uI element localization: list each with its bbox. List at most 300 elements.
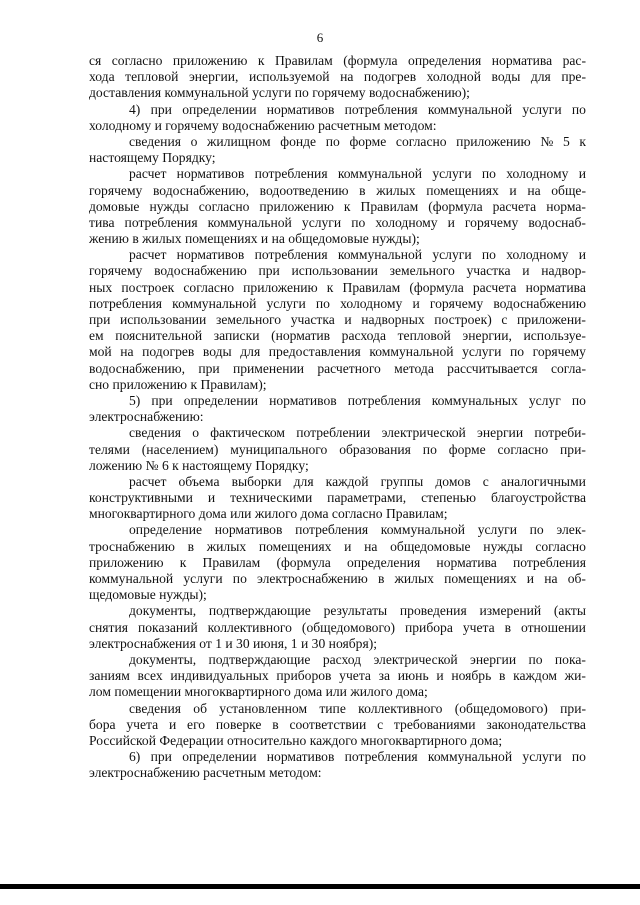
word: (формула (428, 198, 483, 214)
word: энергии, (462, 328, 512, 344)
word: подогрев (363, 69, 417, 85)
word: расчет (129, 247, 167, 263)
word: при (151, 392, 173, 408)
word: определении (182, 749, 257, 765)
word: (населением) (141, 441, 219, 457)
word: тепловой (397, 328, 451, 344)
text-line: многоквартирного дома или жилого дома согласно Правилам; (89, 506, 448, 522)
text-line: жению в жилых помещениях и на общедомовые нужды); (89, 231, 420, 247)
word: коммунальной (427, 749, 513, 765)
word: норма- (546, 198, 586, 214)
word: и (447, 214, 455, 230)
word: с (501, 312, 508, 327)
word: согласно (535, 538, 586, 554)
text-line (89, 344, 586, 360)
word: (норматив (271, 328, 331, 344)
word: подогрев (142, 344, 195, 360)
word: для (530, 69, 551, 85)
word: коллективного (358, 700, 443, 716)
word: построек) (434, 312, 492, 327)
text-line: ложению № 6 к настоящему Порядку; (89, 457, 309, 473)
word: и (412, 295, 420, 311)
text-line (89, 620, 586, 636)
word: учета (126, 716, 159, 732)
word: норматива (525, 279, 586, 295)
word: использовании (291, 263, 378, 279)
word: услуги (462, 344, 502, 360)
word: электрической (381, 425, 466, 441)
word: ем (89, 328, 104, 344)
word: результаты (323, 603, 388, 619)
word: по (528, 651, 543, 667)
word: 5) (129, 392, 141, 408)
word: норматива (491, 53, 553, 68)
word: помещениях (426, 182, 499, 198)
word: заниям (89, 668, 130, 684)
word: измерений (479, 603, 542, 619)
word: по (351, 214, 366, 230)
paragraph (89, 749, 586, 781)
word: энергии, (188, 69, 239, 85)
word: коммунальной (89, 571, 174, 586)
word: по (325, 133, 340, 149)
text-line (89, 328, 586, 344)
word: определении (182, 101, 257, 117)
text-line (89, 361, 586, 377)
word: выборки (231, 473, 282, 489)
word: при- (560, 441, 586, 457)
word: надворных (361, 312, 425, 327)
word: расчет (129, 473, 167, 489)
paragraph (89, 425, 586, 474)
word: к (179, 554, 187, 570)
document-body (89, 53, 586, 781)
word: энергии (477, 425, 524, 441)
word: расход (322, 651, 362, 667)
text-line (89, 571, 586, 587)
word: жилых (376, 182, 416, 198)
text-line (89, 53, 586, 69)
word: группы (380, 473, 424, 489)
word: и (344, 538, 352, 554)
word: по (571, 392, 586, 408)
word: приложению (259, 198, 334, 214)
word: жи- (564, 668, 586, 684)
word: прибора (404, 619, 453, 635)
word: коллективного (207, 619, 292, 635)
word: учета (462, 619, 495, 635)
text-line (89, 539, 586, 555)
text-line (89, 247, 586, 263)
word: пояснительной (115, 328, 203, 344)
word: использовании (119, 312, 207, 327)
word: жилищном (207, 133, 271, 149)
text-line (89, 312, 586, 328)
text-line: электроснабжению расчетным методом: (89, 765, 322, 781)
word: сведения (129, 133, 181, 149)
text-line: холодному и горячему водоснабжению расчетным методом: (89, 117, 437, 133)
word: услуг (528, 392, 561, 408)
word: при (89, 312, 111, 327)
word: и (207, 490, 216, 506)
text-line: электроснабжения от 1 и 30 июня, 1 и 30 ноября); (89, 635, 378, 651)
bottom-rule (0, 884, 640, 889)
word: по (481, 247, 496, 263)
word: согласно (198, 198, 250, 214)
word: в (377, 571, 385, 586)
word: форме (349, 133, 387, 149)
word: приложению (456, 133, 531, 149)
word: к (579, 133, 586, 149)
word: подтверждающие (208, 603, 311, 619)
word: используе- (523, 328, 586, 344)
word: помещениях (258, 538, 332, 554)
word: услуги (522, 101, 562, 117)
paragraph (89, 474, 586, 523)
text-line: Российской Федерации относительно каждого многоквартирного дома; (89, 732, 503, 748)
word: в (272, 716, 279, 732)
paragraph (89, 393, 586, 425)
word: учета (339, 668, 371, 684)
word: конструктивными (89, 490, 193, 506)
word: надвор- (541, 263, 586, 279)
word: нормативов (214, 522, 283, 538)
word: в (187, 538, 195, 554)
word: согласно (111, 53, 163, 68)
text-line: доставления коммунальной услуги по горячему водоснабжению); (89, 85, 470, 101)
word: потребления (295, 522, 369, 538)
word: рас- (562, 53, 586, 68)
word: ноябрь (451, 668, 492, 684)
word: коммунальной (337, 166, 423, 182)
word: (формула (409, 279, 464, 295)
paragraph (89, 603, 586, 652)
word: по (422, 441, 437, 457)
word: участка (466, 263, 511, 279)
word: потребления (344, 749, 418, 765)
word: потребления (124, 214, 198, 230)
word: троснабжению (89, 538, 175, 554)
word: (общедомового) (454, 700, 548, 716)
text-line (89, 215, 586, 231)
word: воды (202, 344, 232, 360)
word: потреблении (296, 425, 371, 441)
page-number: 6 (316, 30, 324, 45)
word: норматива (436, 554, 497, 570)
word: каждой (325, 473, 369, 489)
text-line (89, 166, 586, 182)
word: документы, (129, 603, 197, 619)
word: (формула (343, 53, 398, 68)
word: водоснабжению, (89, 360, 186, 376)
text-line (89, 102, 586, 118)
word: коммунальной (380, 522, 466, 538)
word: электрической (373, 651, 458, 667)
word: степенью (421, 490, 477, 506)
text-line (89, 199, 586, 215)
word: водоснабжению (493, 295, 586, 311)
word: документы, (129, 651, 197, 667)
word: за (378, 668, 391, 684)
word: поверке (215, 716, 262, 732)
word: нужды (149, 198, 189, 214)
word: нормативов (176, 166, 245, 182)
text-line (89, 522, 586, 538)
word: образования (339, 441, 411, 457)
word: домов (435, 473, 471, 489)
word: услуги (477, 522, 517, 538)
word: коммунальных (431, 392, 518, 408)
word: нужды (483, 538, 523, 554)
word: нормативов (176, 247, 245, 263)
word: расхода (341, 328, 386, 344)
word: сведения (129, 700, 181, 716)
word: и (436, 668, 444, 684)
word: июнь (397, 668, 429, 684)
word: к (257, 53, 265, 68)
text-line (89, 668, 586, 684)
word: о (190, 133, 198, 149)
paragraph (89, 652, 586, 701)
text-line (89, 442, 586, 458)
text-line (89, 263, 586, 279)
word: расчета (472, 279, 517, 295)
word: приложени- (517, 312, 586, 327)
word: согла- (550, 360, 586, 376)
text-line: электроснабжению: (89, 409, 204, 425)
text-line: сно приложению к Правилам); (89, 376, 267, 392)
word: требованиями (393, 716, 476, 732)
word: потребления (89, 295, 163, 311)
word: муниципального (230, 441, 328, 457)
word: горячему (532, 344, 586, 360)
word: холодной (426, 69, 482, 85)
word: по (481, 166, 496, 182)
word: расчета (492, 198, 537, 214)
word: на (527, 182, 541, 198)
word: горячему (89, 263, 143, 279)
word: элек- (556, 522, 586, 538)
word: потребления (347, 392, 421, 408)
word: снятия (89, 619, 129, 635)
word: и (578, 247, 586, 263)
word: для (240, 344, 261, 360)
word: по (509, 344, 525, 360)
word: в (504, 619, 512, 635)
word: коммунальной (337, 247, 423, 263)
word: типе (319, 700, 346, 716)
word: Правилам (342, 279, 401, 295)
word: Правилам (274, 53, 333, 68)
text-line (89, 134, 586, 150)
text-line: щедомовые нужды); (89, 587, 207, 603)
word: услуги (432, 166, 472, 182)
word: по (529, 522, 544, 538)
word: при- (560, 700, 586, 716)
word: с (377, 716, 384, 732)
word: расчет (129, 166, 167, 182)
word: тепловой (125, 69, 179, 85)
word: пре- (561, 69, 586, 85)
word: фактическом (210, 425, 286, 441)
word: коммунальной (369, 344, 454, 360)
word: об- (567, 571, 586, 586)
word: метода (394, 360, 434, 376)
word: записки (213, 328, 260, 344)
text-line (89, 490, 586, 506)
word: в (498, 668, 506, 684)
word: Правилам (202, 554, 261, 570)
paragraph (89, 522, 586, 603)
word: мой (89, 344, 112, 360)
word: при (258, 263, 280, 279)
word: и (509, 182, 517, 198)
word: проведения (399, 603, 467, 619)
word: на (120, 344, 134, 360)
word: благоустройства (491, 490, 586, 506)
word: установленном (219, 700, 308, 716)
word: (акты (553, 603, 586, 619)
word: участка (290, 312, 335, 327)
word: потребления (254, 166, 328, 182)
word: предоставления (268, 344, 361, 360)
word: ся (89, 53, 102, 68)
word: объема (178, 473, 220, 489)
word: индивидуальных (170, 668, 269, 684)
word: водоснаб- (528, 214, 586, 230)
word: воды (491, 69, 521, 85)
word: фонде (280, 133, 317, 149)
word: форме (448, 441, 486, 457)
word: (общедомового) (301, 619, 396, 635)
word: холодному (506, 247, 569, 263)
word: водоотведению (259, 182, 349, 198)
word: услуги (522, 749, 562, 765)
word: каждом (513, 668, 557, 684)
word: и (168, 716, 177, 732)
text-line (89, 393, 586, 409)
word: его (187, 716, 206, 732)
word: согласно (497, 441, 549, 457)
word: обще- (551, 182, 586, 198)
word: согласно (183, 279, 235, 295)
word: расчетного (317, 360, 381, 376)
paragraph (89, 247, 586, 393)
word: хода (89, 69, 115, 85)
word: и (344, 312, 352, 327)
word: в (359, 182, 366, 198)
word: согласно (395, 133, 447, 149)
word: ных (89, 279, 113, 295)
text-line: лом помещении многоквартирного дома или жилого дома; (89, 684, 428, 700)
text-line: настоящему Порядку; (89, 150, 216, 166)
word: техническими (230, 490, 313, 506)
word: к (326, 279, 334, 295)
text-line (89, 280, 586, 296)
word: отношении (520, 619, 586, 635)
word: приложению (89, 554, 164, 570)
word: жилых (394, 571, 434, 586)
text-line (89, 69, 586, 85)
word: по (571, 101, 586, 117)
word: пока- (554, 651, 586, 667)
word: нормативов (266, 101, 335, 117)
word: услуги (183, 571, 223, 586)
word: электроснабжению (257, 571, 368, 586)
paragraph (89, 701, 586, 750)
word: и (522, 263, 530, 279)
word: при (150, 101, 172, 117)
word: услуги (266, 295, 306, 311)
text-line (89, 749, 586, 765)
word: 4) (129, 101, 141, 117)
word: рассчитывается (447, 360, 538, 376)
word: к (343, 198, 351, 214)
word: нормативов (269, 392, 337, 408)
word: потребления (512, 554, 586, 570)
word: соответствии (289, 716, 367, 732)
word: о (192, 425, 200, 441)
word: холодному (375, 214, 438, 230)
word: на (364, 538, 378, 554)
text-line (89, 652, 586, 668)
text-line (89, 474, 586, 490)
word: определении (183, 392, 259, 408)
word: с (482, 473, 489, 489)
word: услуги (432, 247, 472, 263)
word: горячему (429, 295, 484, 311)
text-line (89, 717, 586, 733)
paragraph (89, 134, 586, 166)
text-line (89, 555, 586, 571)
word: и (526, 571, 535, 586)
word: при (150, 749, 172, 765)
paragraph (89, 53, 586, 102)
word: приборов (276, 668, 332, 684)
word: применении (232, 360, 305, 376)
word: по (571, 749, 586, 765)
word: по (232, 571, 247, 586)
word: определение (129, 522, 203, 538)
word: услуги (301, 214, 342, 230)
text-line (89, 296, 586, 312)
word: коммунальной (207, 214, 292, 230)
word: тива (89, 214, 115, 230)
word: потребления (254, 247, 328, 263)
word: потребления (344, 101, 418, 117)
word: домовые (89, 198, 140, 214)
word: 6) (129, 749, 141, 765)
word: построек (121, 279, 175, 295)
word: по (315, 295, 330, 311)
word: жилых (206, 538, 247, 554)
word: 5 (562, 133, 570, 149)
word: об (193, 700, 207, 716)
word: аналогичными (500, 473, 586, 489)
word: водоснабжению (154, 263, 247, 279)
word: холодному (506, 166, 569, 182)
word: на (544, 571, 558, 586)
paragraph (89, 166, 586, 247)
word: земельного (215, 312, 282, 327)
word: Правилам (360, 198, 419, 214)
word: помещениях (444, 571, 517, 586)
word: всех (137, 668, 163, 684)
word: холодному (340, 295, 403, 311)
word: для (293, 473, 314, 489)
word: потреби- (534, 425, 586, 441)
word: (формула (276, 554, 331, 570)
